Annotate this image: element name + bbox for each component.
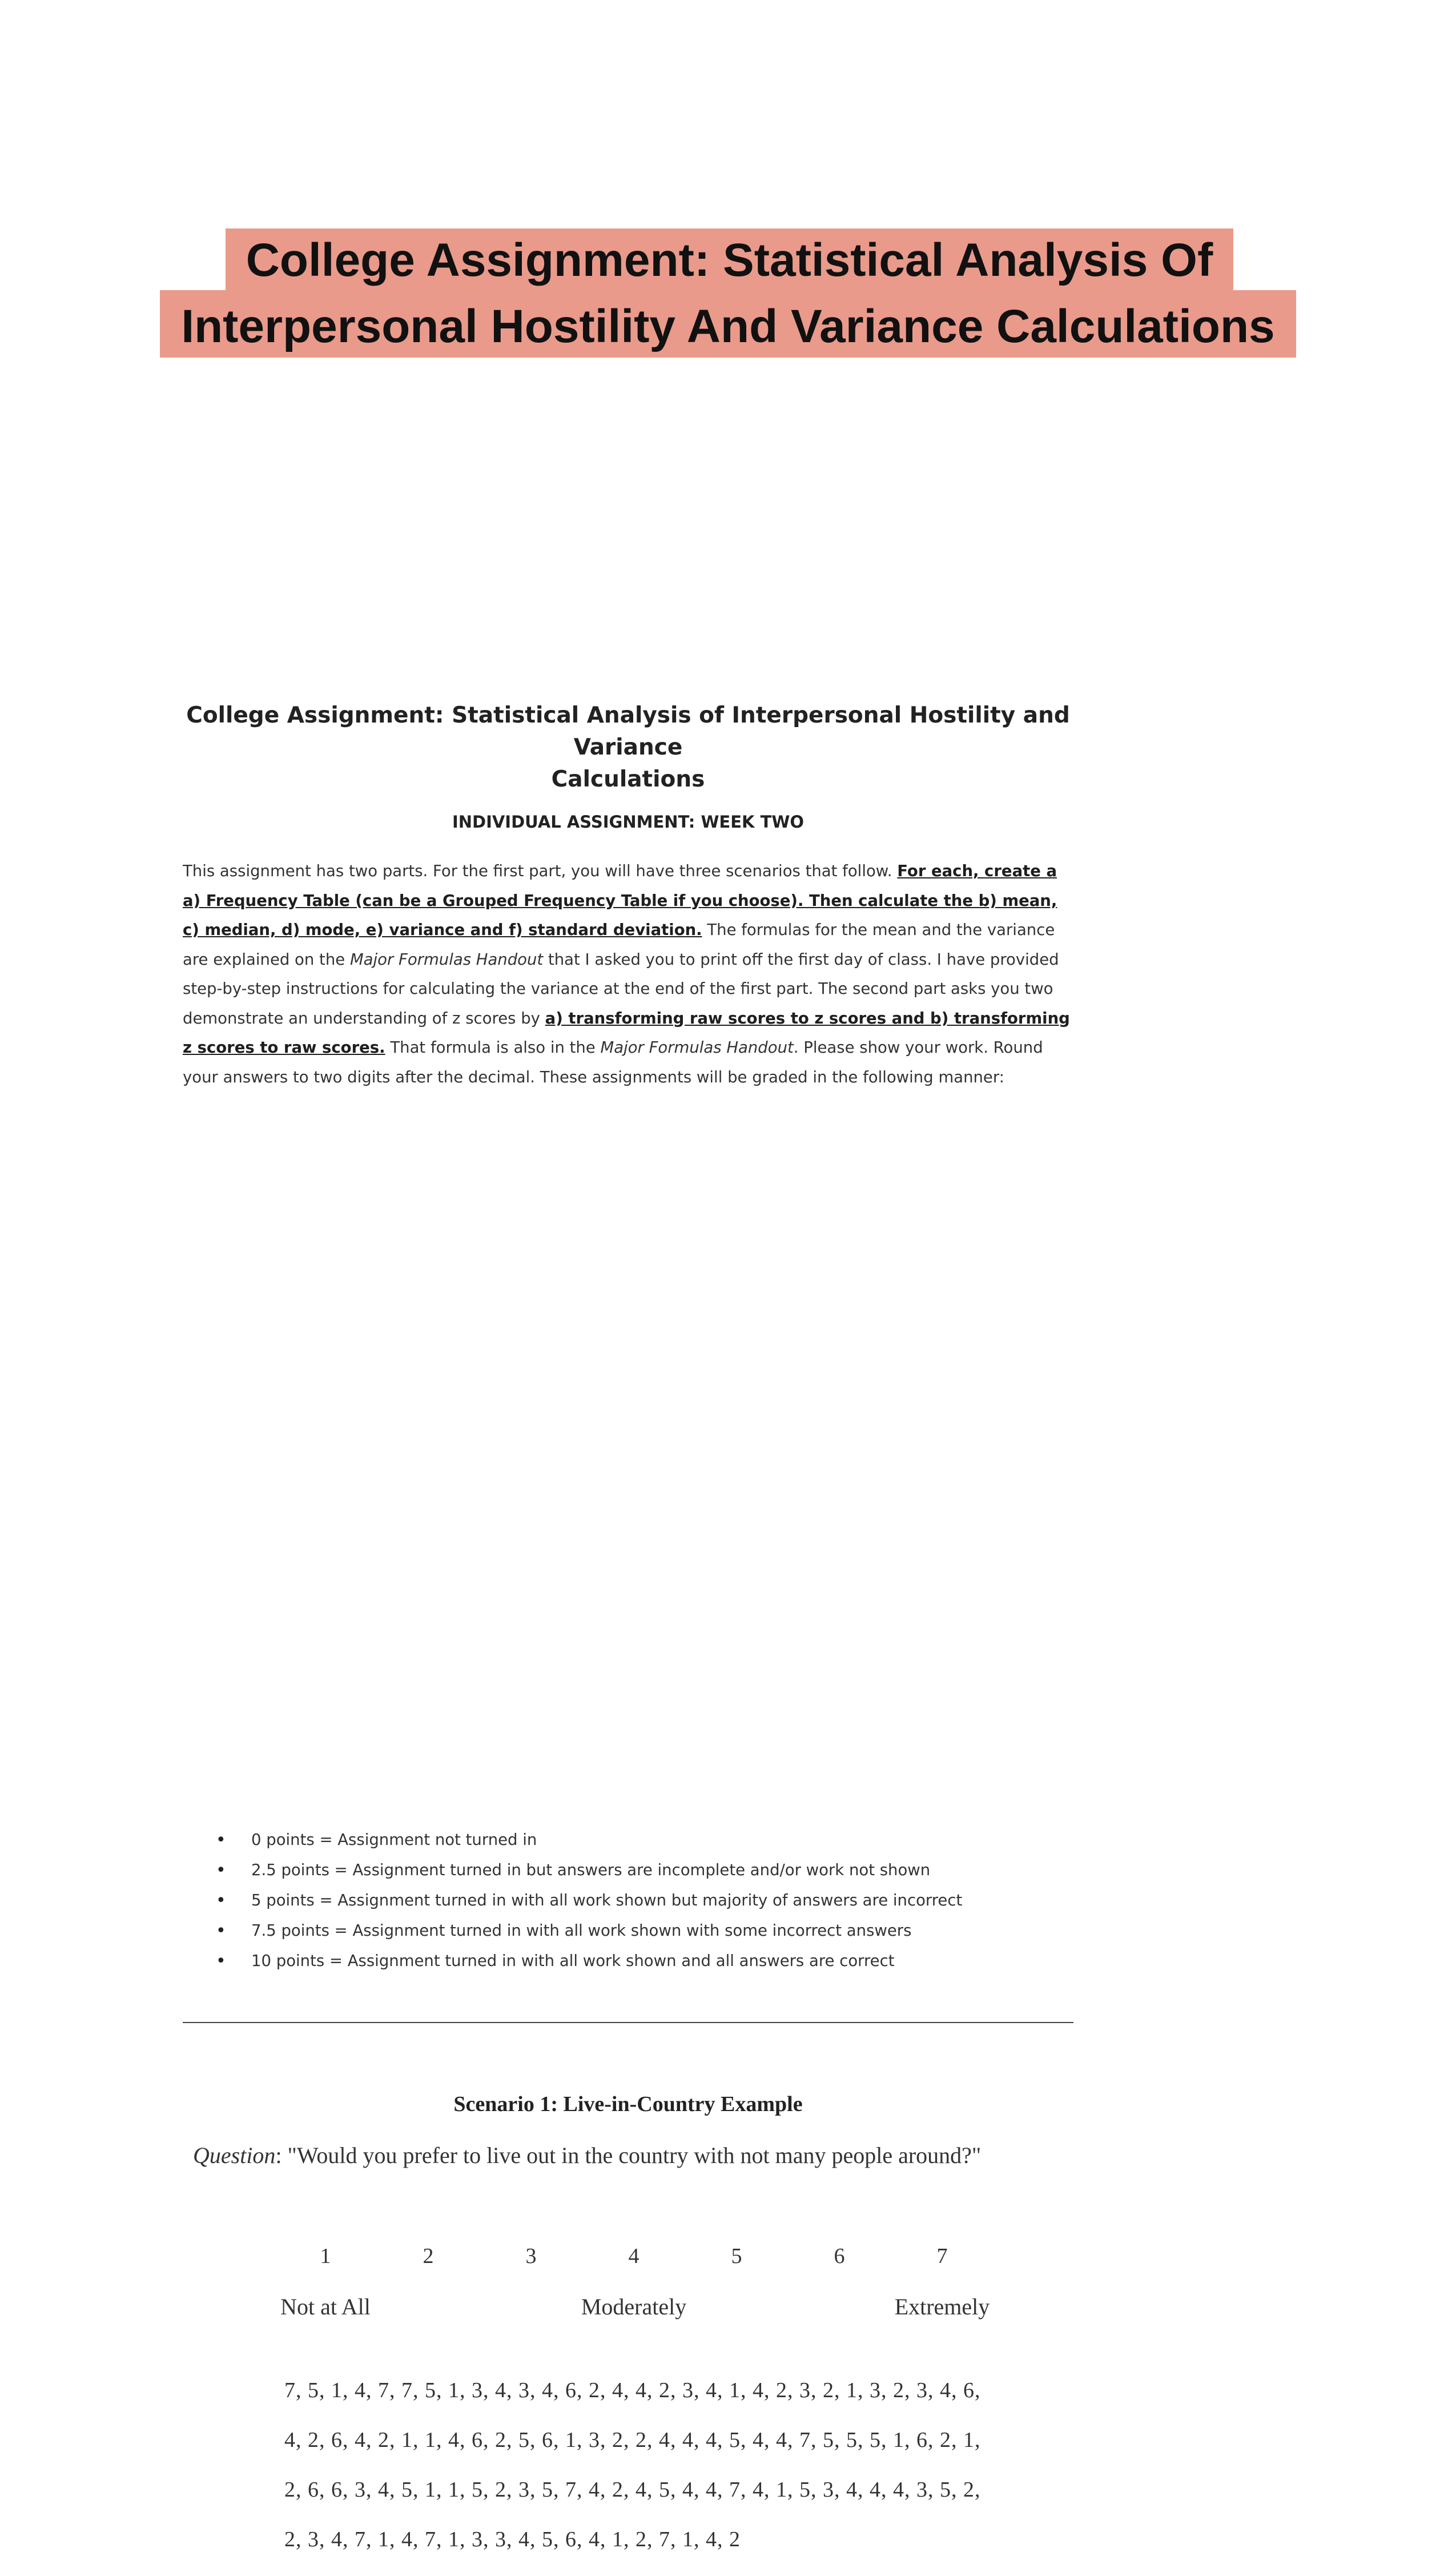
grading-item [183, 1885, 1073, 1916]
bullet-icon: • [216, 1951, 226, 1971]
question-text: : "Would you prefer to live out in the country with not many people around?" [275, 2142, 982, 2168]
scale-label-low: Not at All [280, 2294, 371, 2320]
grading-item [183, 1825, 1073, 1855]
document-title-line-2: Calculations [551, 767, 705, 792]
bullet-icon: • [216, 1830, 226, 1850]
scale-label-high: Extremely [894, 2294, 990, 2320]
grading-item [183, 1916, 1073, 1946]
document-subtitle: INDIVIDUAL ASSIGNMENT: WEEK TWO [452, 812, 805, 832]
grading-item [183, 1855, 1073, 1885]
question-label: Question [193, 2142, 276, 2168]
intro-paragraph [183, 857, 1073, 1092]
bullet-icon: • [216, 1891, 226, 1911]
grading-list [183, 1825, 1073, 1976]
scenario-title: Scenario 1: Live-in-Country Example [453, 2092, 803, 2116]
grading-item-text: 2.5 points = Assignment turned in but answers are incomplete and/or work not shown [251, 1861, 931, 1879]
banner-title-line-1: College Assignment: Statistical Analysis Of [226, 228, 1233, 290]
scale-number: 5 [731, 2244, 742, 2268]
bullet-icon: • [216, 1921, 226, 1941]
intro-text-1: This assignment has two parts. For the first part, you will have three scenarios that follow. [183, 862, 898, 880]
banner-title-line-2: Interpersonal Hostility And Variance Calculations [160, 290, 1296, 358]
scale-number: 3 [525, 2244, 537, 2268]
intro-text-3: that I asked you to print off the first day of class. I have provided step-by-step instructions for calculating the variance at the end of the first part. The second part asks you two demonstrate an understanding of z scores by [183, 950, 1059, 1028]
data-row: 2, 3, 4, 7, 1, 4, 7, 1, 3, 3, 4, 5, 6, 4, 1, 2, 7, 1, 4, 2 [284, 2527, 741, 2551]
grading-item-text: 10 points = Assignment turned in with all work shown and all answers are correct [251, 1952, 895, 1970]
data-row: 2, 6, 6, 3, 4, 5, 1, 1, 5, 2, 3, 5, 7, 4, 2, 4, 5, 4, 4, 7, 4, 1, 5, 3, 4, 4, 4, 3, 5, 2, [284, 2478, 981, 2502]
data-row: 7, 5, 1, 4, 7, 7, 5, 1, 3, 4, 3, 4, 6, 2, 4, 4, 2, 3, 4, 1, 4, 2, 3, 2, 1, 3, 2, 3, 4, 6, [284, 2378, 981, 2402]
intro-text-5: . Please show your work. Round your answers to two digits after the decimal. These assignments will be graded in the following manner: [183, 1038, 1043, 1086]
handout-reference-1: Major Formulas Handout [349, 950, 544, 969]
scale-number: 2 [423, 2244, 434, 2268]
handout-reference-2: Major Formulas Handout [600, 1038, 794, 1057]
scale-label-mid: Moderately [581, 2294, 687, 2320]
data-row: 4, 2, 6, 4, 2, 1, 1, 4, 6, 2, 5, 6, 1, 3, 2, 2, 4, 4, 4, 5, 4, 4, 7, 5, 5, 5, 1, 6, 2, 1, [284, 2428, 981, 2452]
intro-instructions-bold: For each, create a a) Frequency Table (can be a Grouped Frequency Table if you choose). Then calculate the b) mean, c) median, d) mode, e) variance and f) standard deviation. [183, 862, 1057, 939]
bullet-icon: • [216, 1860, 226, 1880]
scale-number: 1 [320, 2244, 331, 2268]
grading-item-text: 5 points = Assignment turned in with all work shown but majority of answers are incorrect [251, 1891, 963, 1909]
section-divider [183, 2022, 1073, 2023]
grading-item [183, 1946, 1073, 1976]
scale-number: 7 [936, 2244, 948, 2268]
document-title [183, 700, 1073, 796]
intro-text-4: That formula is also in the [385, 1038, 601, 1057]
grading-item-text: 7.5 points = Assignment turned in with all work shown with some incorrect answers [251, 1921, 912, 1940]
document-title-line-1: College Assignment: Statistical Analysis of Interpersonal Hostility and Variance [186, 703, 1070, 760]
scale-number: 4 [628, 2244, 639, 2268]
scenario-question [193, 2142, 1084, 2169]
scale-number: 6 [834, 2244, 845, 2268]
grading-item-text: 0 points = Assignment not turned in [251, 1831, 537, 1849]
z-score-instructions-bold: a) transforming raw scores to z scores and b) transforming z scores to raw scores. [183, 1009, 1070, 1057]
intro-text-2: The formulas for the mean and the variance are explained on the [183, 921, 1055, 969]
